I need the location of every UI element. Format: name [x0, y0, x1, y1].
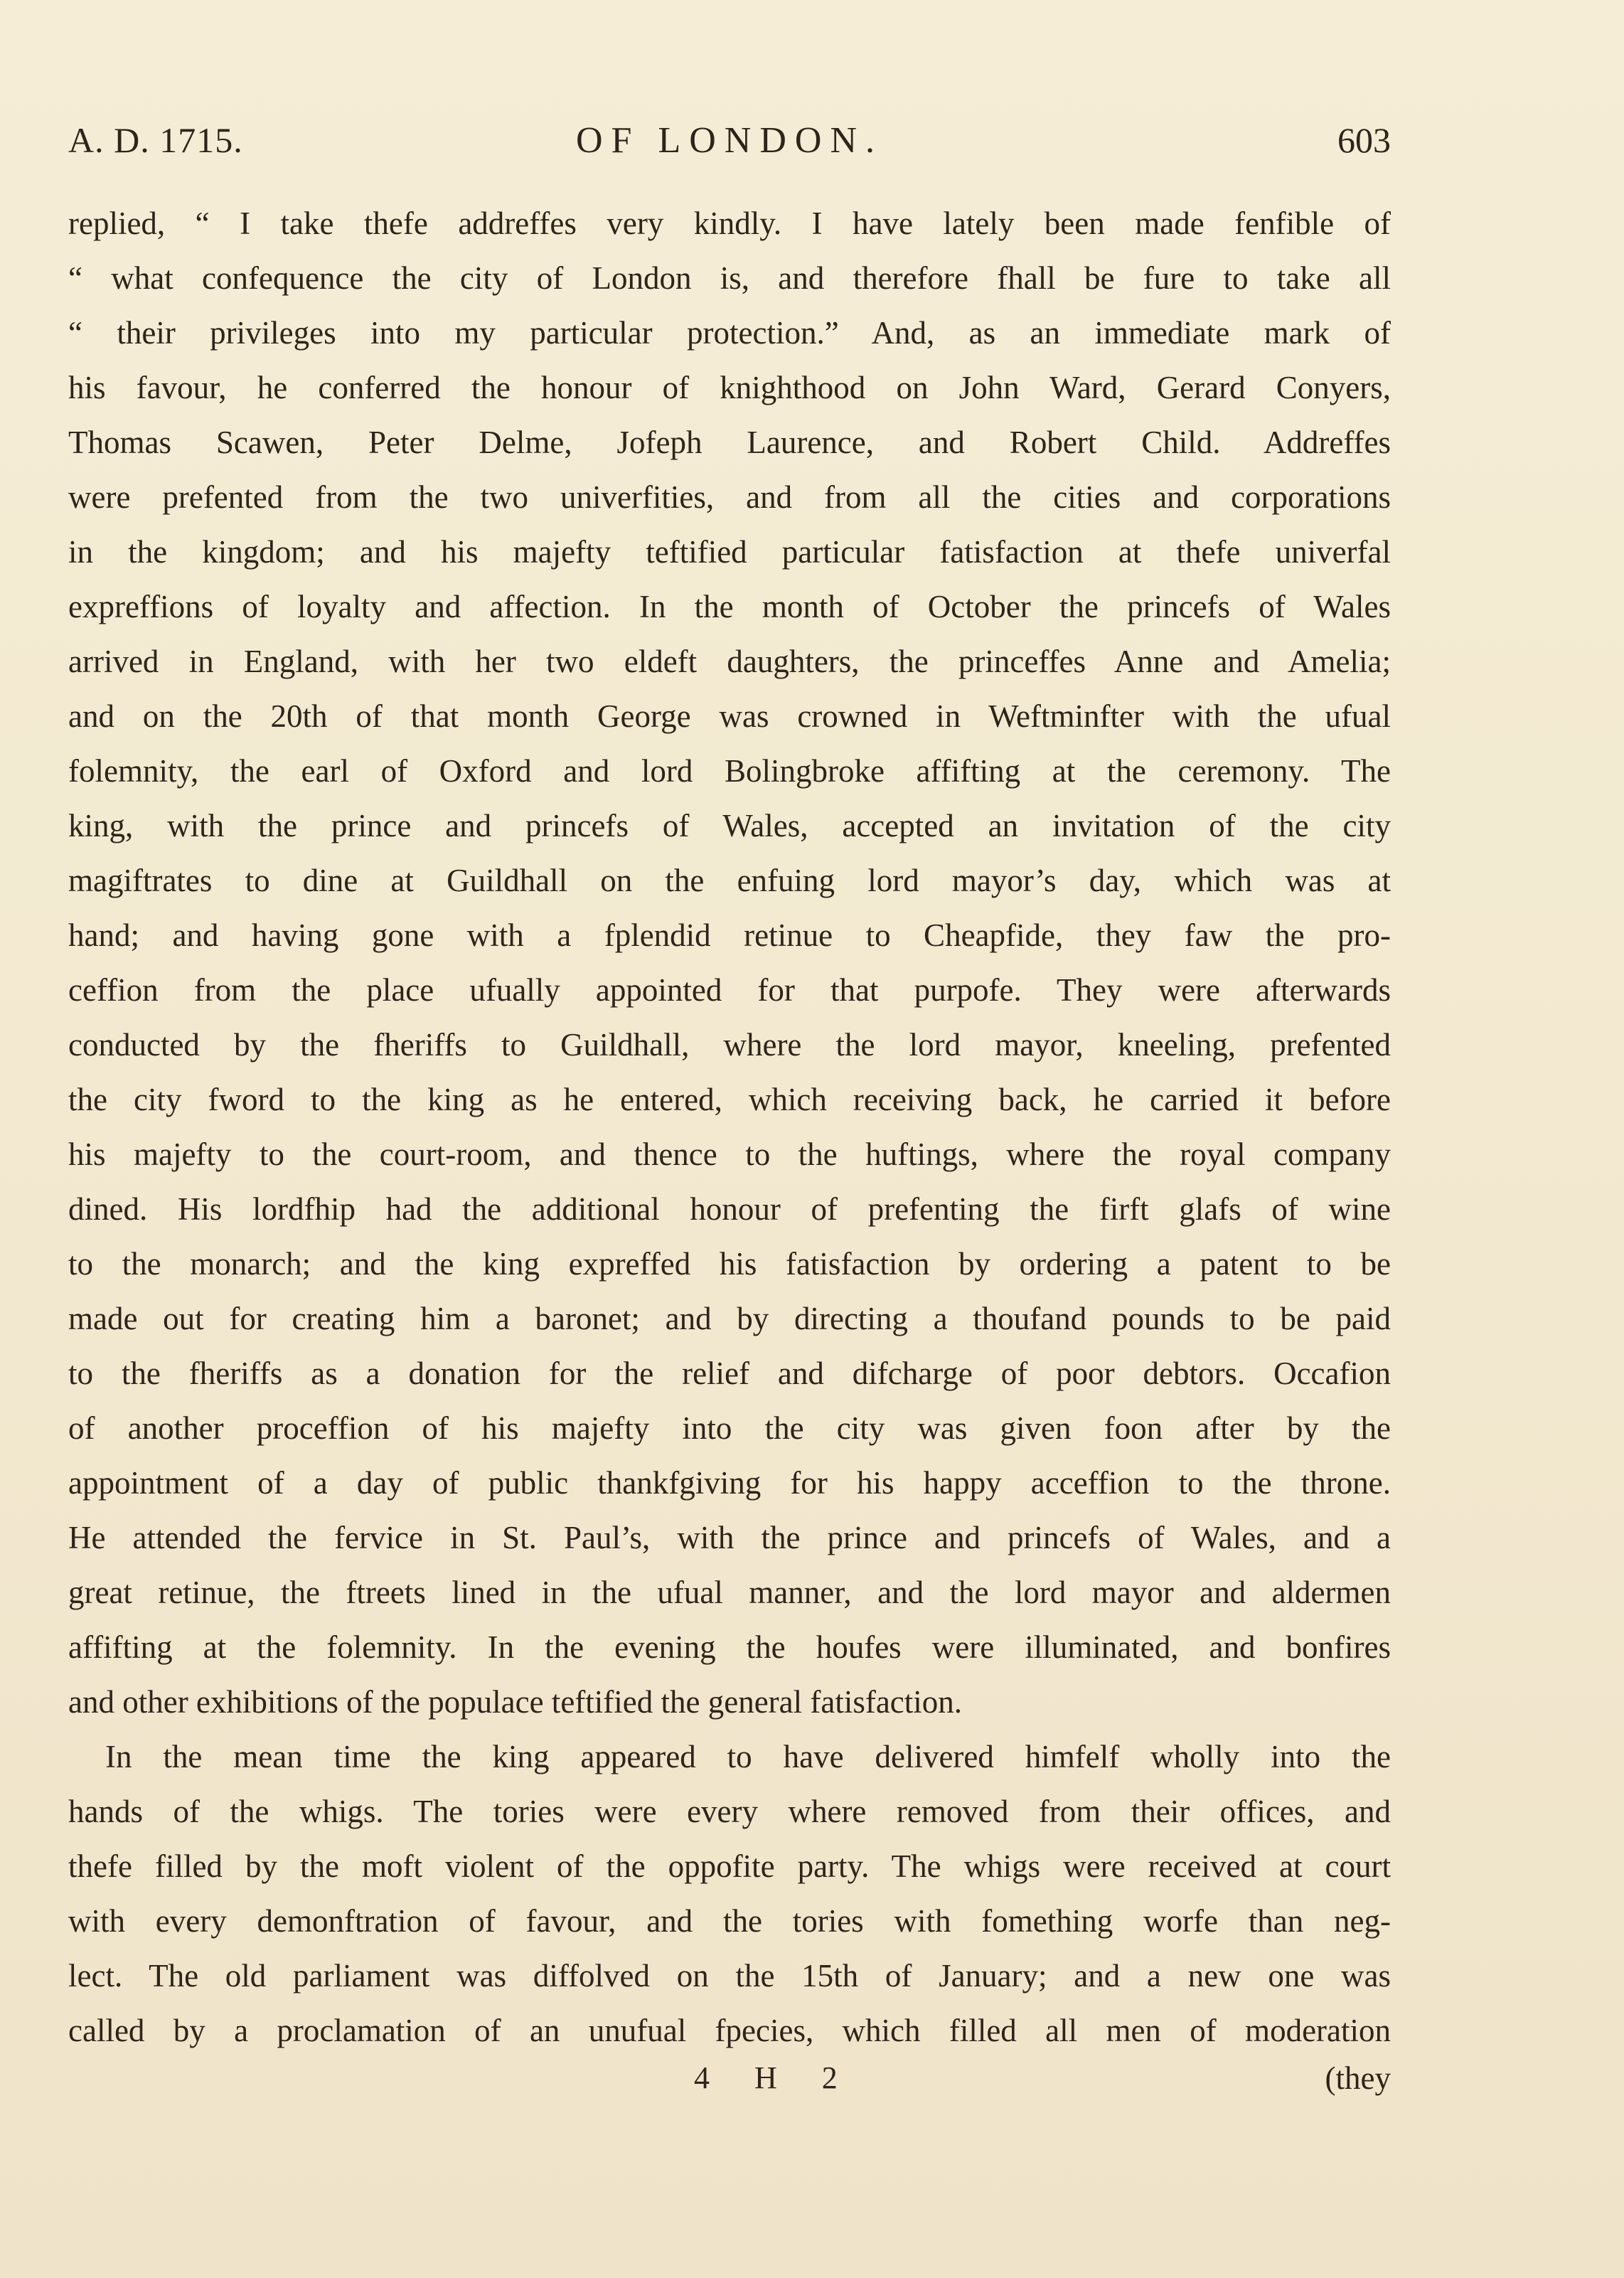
text-line: his favour, he conferred the honour of knighthood on John Ward, Gerard Conyers, — [68, 370, 1391, 405]
text-line: folemnity, the earl of Oxford and lord Bolingbroke affifting at the ceremony. The — [68, 753, 1391, 789]
text-line: Thomas Scawen, Peter Delme, Jofeph Laurence, and Robert Child. Addreffes — [68, 425, 1391, 460]
text-line: and on the 20th of that month George was crowned in Weftminfter with the ufual — [68, 698, 1391, 734]
signature-mark: 4 H 2 — [694, 2060, 856, 2095]
text-line: thefe filled by the moft violent of the oppofite party. The whigs were received at court — [68, 1848, 1391, 1884]
text-line: conducted by the fheriffs to Guildhall, where the lord mayor, kneeling, prefented — [68, 1027, 1391, 1063]
text-line: arrived in England, with her two eldeft daughters, the princeffes Anne and Amelia; — [68, 644, 1391, 679]
page-footer — [68, 2060, 1391, 2109]
text-line: “ what confequence the city of London is, and therefore fhall be fure to take all — [68, 260, 1391, 296]
running-header — [68, 119, 1391, 169]
text-line: the city fword to the king as he entered, which receiving back, he carried it before — [68, 1082, 1391, 1117]
text-line: to the monarch; and the king expreffed his fatisfaction by ordering a patent to be — [68, 1246, 1391, 1282]
text-line: hand; and having gone with a fplendid retinue to Cheapfide, they faw the pro- — [68, 917, 1391, 953]
text-line: with every demonftration of favour, and the tories with fomething worfe than neg- — [68, 1903, 1391, 1939]
text-line: great retinue, the ftreets lined in the ufual manner, and the lord mayor and aldermen — [68, 1575, 1391, 1610]
text-line: lect. The old parliament was diffolved on the 15th of January; and a new one was — [68, 1958, 1391, 1994]
text-line: made out for creating him a baronet; and by directing a thoufand pounds to be paid — [68, 1301, 1391, 1336]
catchword: (they — [1325, 2060, 1391, 2096]
text-line: dined. His lordfhip had the additional honour of prefenting the firft glafs of wine — [68, 1191, 1391, 1227]
text-line: “ their privileges into my particular protection.” And, as an immediate mark of — [68, 315, 1391, 351]
header-title: OF LONDON. — [576, 120, 883, 161]
text-line: his majefty to the court-room, and thence to the huftings, where the royal company — [68, 1137, 1391, 1172]
text-line: appointment of a day of public thankfgiving for his happy acceffion to the throne. — [68, 1465, 1391, 1501]
text-line: replied, “ I take thefe addreffes very kindly. I have lately been made fenfible of — [68, 206, 1391, 241]
header-date: A. D. 1715. — [68, 120, 243, 160]
page-number: 603 — [1337, 120, 1391, 160]
text-line: expreffions of loyalty and affection. In the month of October the princefs of Wales — [68, 589, 1391, 624]
paragraph-first-line: In the mean time the king appeared to have delivered himfelf wholly into the — [105, 1739, 1391, 1774]
text-line: called by a proclamation of an unufual fpecies, which filled all men of moderation — [68, 2013, 1391, 2048]
text-line: He attended the fervice in St. Paul’s, with the prince and princefs of Wales, and a — [68, 1520, 1391, 1555]
paragraph-last-line: and other exhibitions of the populace teftified the general fatisfaction. — [68, 1684, 963, 1720]
text-line: in the kingdom; and his majefty teftified particular fatisfaction at thefe univerfal — [68, 534, 1391, 570]
text-line: ceffion from the place ufually appointed for that purpofe. They were afterwards — [68, 972, 1391, 1008]
text-line: king, with the prince and princefs of Wales, accepted an invitation of the city — [68, 808, 1391, 843]
text-line: were prefented from the two univerfities, and from all the cities and corporations — [68, 479, 1391, 515]
text-line: to the fheriffs as a donation for the relief and difcharge of poor debtors. Occafion — [68, 1356, 1391, 1391]
text-line: magiftrates to dine at Guildhall on the enfuing lord mayor’s day, which was at — [68, 863, 1391, 898]
text-line: affifting at the folemnity. In the evening the houfes were illuminated, and bonfires — [68, 1629, 1391, 1665]
text-line: hands of the whigs. The tories were every where removed from their offices, and — [68, 1794, 1391, 1829]
body-text — [68, 196, 1391, 2058]
text-line: of another proceffion of his majefty into the city was given foon after by the — [68, 1410, 1391, 1446]
